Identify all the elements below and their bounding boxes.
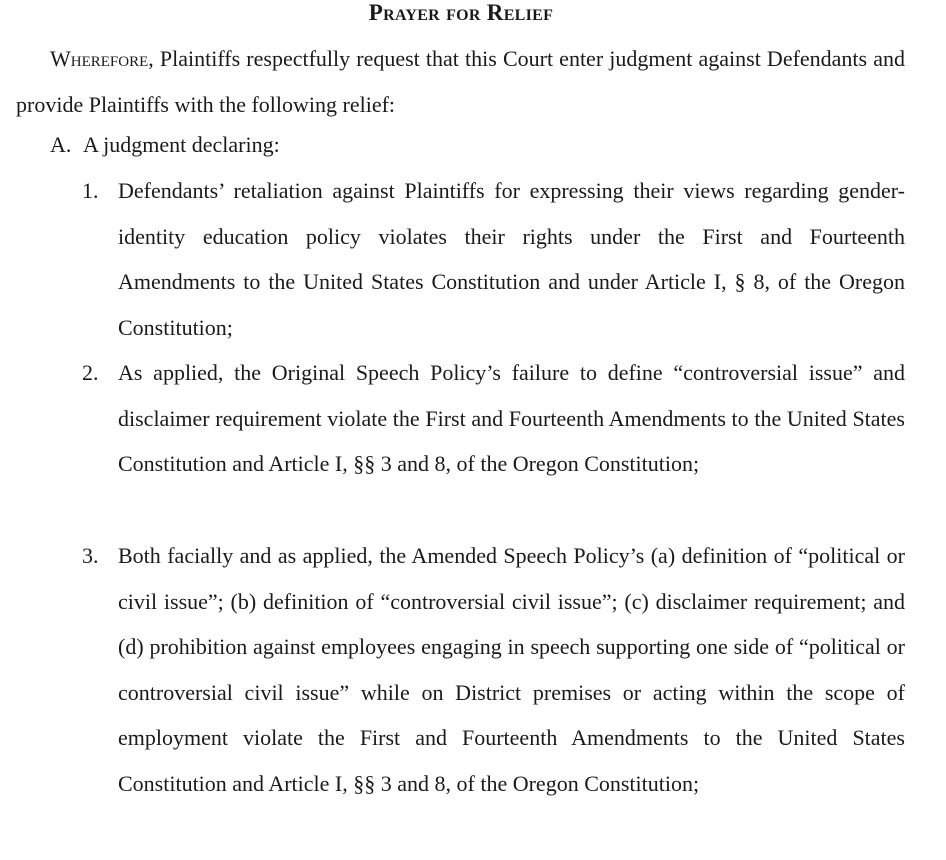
intro-lead-word: Wherefore [50, 46, 149, 71]
subitem-text: Defendants’ retaliation against Plaintiffs for expressing their views regarding gender-identity education policy violates their rights under the First and Fourteenth Amendments to the United States Constitution and under Article I, § 8, of the Oregon Constitution; [118, 178, 905, 340]
relief-subitem-3 [82, 533, 905, 806]
relief-subitem-1 [82, 168, 905, 350]
item-a-text: A judgment declaring: [83, 132, 280, 157]
item-a-marker: A. [50, 132, 72, 157]
section-heading: Prayer for Relief [368, 0, 554, 25]
intro-paragraph [16, 36, 905, 127]
subitem-text: Both facially and as applied, the Amended Speech Policy’s (a) definition of “political or civil issue”; (b) definition of “controversial civil issue”; (c) disclaimer requirement; and (d) prohibition against employees engaging in speech supporting one side of “political or controversial civil issue” while on District premises or acting within the scope of employment violate the First and Fourteenth Amendments to the United States Constitution and Article I, §§ 3 and 8, of the Oregon Constitution; [118, 543, 905, 796]
relief-item-a [50, 122, 905, 168]
subitem-text: As applied, the Original Speech Policy’s failure to define “controversial issue” and disclaimer requirement violate the First and Fourteenth Amendments to the United States Constitution and Article I, §§ 3 and 8, of the Oregon Constitution; [118, 360, 905, 476]
subitem-number: 3. [82, 543, 99, 568]
relief-subitem-2 [82, 350, 905, 487]
intro-text: , Plaintiffs respectfully request that this Court enter judgment against Defendants and provide Plaintiffs with the following relief: [16, 46, 905, 117]
subitem-number: 2. [82, 360, 99, 385]
subitem-number: 1. [82, 178, 99, 203]
